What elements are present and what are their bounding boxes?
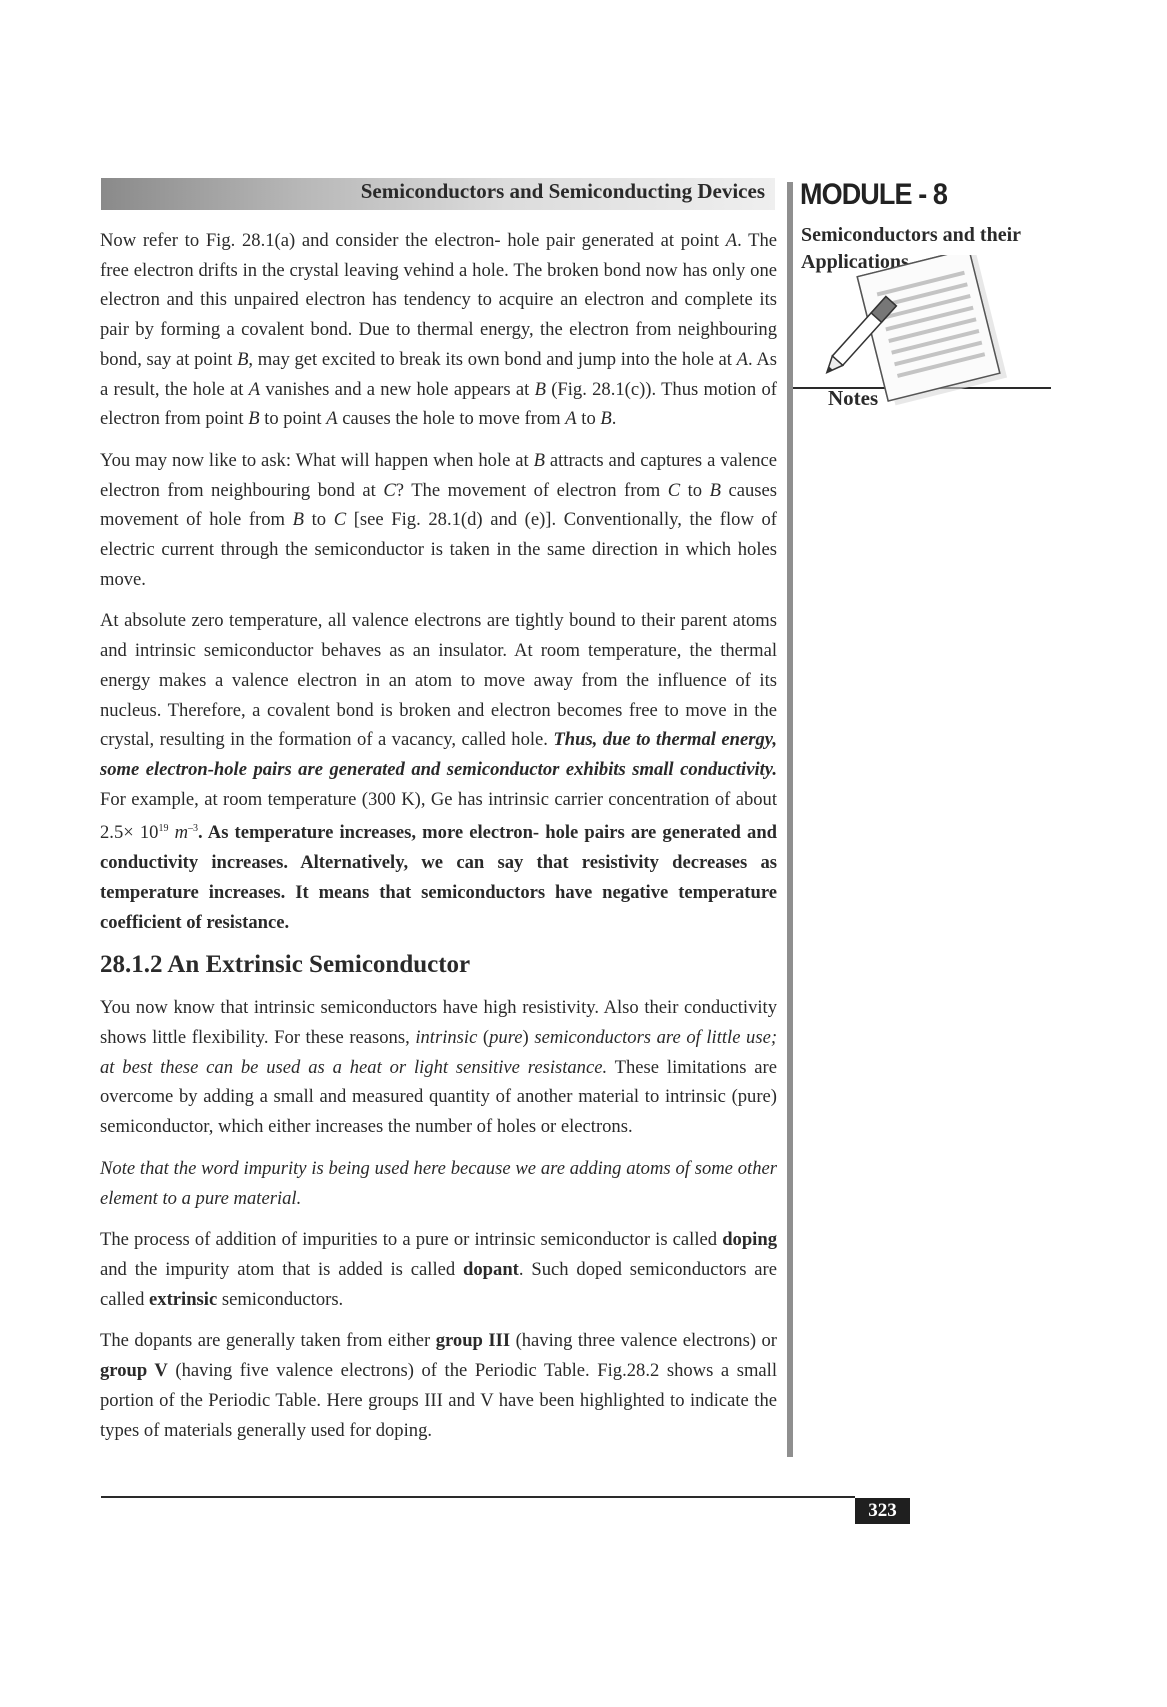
running-header-title: Semiconductors and Semiconducting Devices (360, 179, 765, 203)
module-subtitle: Semiconductors and their Applications (801, 224, 1021, 273)
section-heading: 28.1.2 An Extrinsic Semiconductor (100, 951, 471, 979)
module-title: MODULE - 8 (800, 178, 948, 211)
page-number: 323 (855, 1498, 910, 1524)
paragraph-1: Now refer to Fig. 28.1(a) and consider the electron- hole pair generated at point A. The free electron drifts in the crystal leaving vehind a hole. The broken bond now has only one electron and this unpaired electron has tendency to acquire an electron and complete its pair by forming a covalent bond. Due to thermal energy, the electron from neighbouring bond, say at point B, may get excited to break its own bond and jump into the hole at A. As a result, the hole at A vanishes and a new hole appears at B (Fig. 28.1(c)). Thus motion of electron from point B to point A causes the hole to move from A to B. (100, 230, 778, 430)
notes-label: Notes (828, 386, 879, 410)
running-header (101, 178, 775, 210)
paragraph-6: The process of addition of impurities to a pure or intrinsic semiconductor is called doping and the impurity atom that is added is called dopant. Such doped semiconductors are called extrinsic semiconductors. (100, 1229, 777, 1310)
paragraph-3: At absolute zero temperature, all valence electrons are tightly bound to their parent atoms and intrinsic semiconductor behaves as an insulator. At room temperature, the thermal energy makes a valence electron in an atom to move away from the influence of its nucleus. Therefore, a covalent bond is broken and electron becomes free to move in the crystal, resulting in the formation of a vacancy, called hole. Thus, due to thermal energy, some electron-hole pairs are generated and semiconductor exhibits small conductivity. For example, at room temperature (300 K), Ge has intrinsic carrier concentration of about $2.5\times 10^{19}$ $m^{-3}$. As temperature increases, more electron- hole pairs are generated and conductivity increases. Alternatively, we can say that resistivity decreases as temperature increases. It means that semiconductors have negative temperature coefficient of resistance. (100, 610, 777, 933)
paragraph-2: You may now like to ask: What will happen when hole at B attracts and captures a valence electron from neighbouring bond at C? The movement of electron from C to B causes movement of hole from B to C [see Fig. 28.1(d) and (e)]. Conventionally, the flow of electric current through the semiconductor is taken in the same direction in which holes move. (100, 449, 777, 590)
main-text (100, 226, 777, 1457)
footer-rule (101, 1496, 855, 1498)
paragraph-note: Note that the word impurity is being used here because we are adding atoms of some other element to a pure material. (100, 1157, 777, 1209)
paragraph-4: You now know that intrinsic semiconductors have high resistivity. Also their conductivity shows little flexibility. For these reasons, intrinsic (pure) semiconductors are of little use; at best these can be used as a heat or light sensitive resistance. These limitations are overcome by adding a small and measured quantity of another material to intrinsic (pure) semiconductor, which either increases the number of holes or electrons. (100, 997, 778, 1138)
paragraph-7: The dopants are generally taken from either group III (having three valence electrons) or group V (having five valence electrons) of the Periodic Table. Fig.28.2 shows a small portion of the Periodic Table. Here groups III and V have been highlighted to indicate the types of materials generally used for doping. (100, 1330, 777, 1441)
